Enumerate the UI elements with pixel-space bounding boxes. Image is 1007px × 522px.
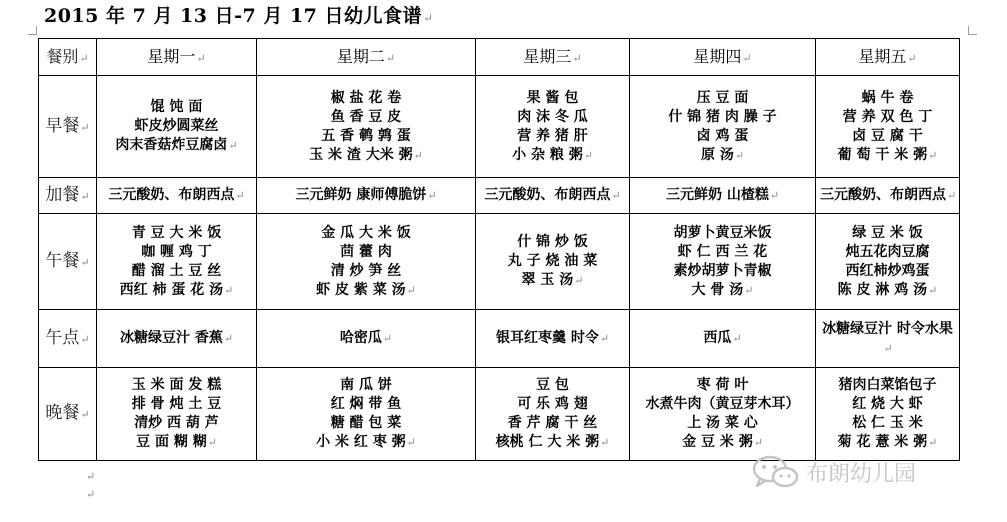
paragraph-mark: ↵	[928, 148, 938, 162]
menu-item-line	[101, 414, 252, 433]
paragraph-mark: ↵	[732, 332, 742, 345]
table-row	[39, 178, 960, 214]
menu-cell	[476, 368, 630, 461]
day-header	[630, 39, 816, 76]
watermark-text: 布朗幼儿园	[806, 461, 917, 487]
paragraph-mark: ↵	[572, 51, 582, 65]
menu-item-line	[634, 376, 811, 395]
menu-cell	[816, 76, 960, 178]
menu-item: 玉 米 渣 大米 粥	[309, 146, 413, 163]
document-title-text: 2015 年 7 月 13 日-7 月 17 日幼儿食谱	[44, 5, 423, 27]
menu-item: 上 汤 菜 心	[687, 415, 758, 431]
menu-cell	[630, 368, 816, 461]
menu-item: 猪肉白菜馅包子	[838, 377, 937, 393]
menu-item: 鱼 香 豆 皮	[330, 108, 402, 125]
meal-label-cell	[39, 214, 97, 310]
menu-item-line	[101, 98, 252, 117]
menu-cell	[816, 214, 960, 310]
paragraph-mark: ↵	[611, 189, 621, 202]
menu-item-line	[634, 243, 811, 262]
paragraph-mark: ↵	[744, 283, 754, 297]
menu-item: 虾皮炒圆菜丝	[134, 118, 219, 134]
menu-item: 核桃 仁 大 米 粥	[495, 434, 600, 450]
menu-item-line	[634, 89, 811, 108]
menu-item-line	[820, 433, 955, 452]
menu-item: 西瓜	[703, 330, 732, 346]
menu-cell	[630, 178, 816, 214]
menu-cell	[97, 76, 257, 178]
menu-item: 清炒 西 葫 芦	[134, 415, 219, 431]
paragraph-mark: ↵	[753, 436, 763, 449]
menu-item-line	[480, 329, 625, 348]
menu-item-line	[480, 127, 625, 146]
menu-item-line	[820, 320, 955, 358]
menu-item-line	[101, 376, 252, 395]
menu-item-line	[101, 186, 252, 205]
menu-item: 金 豆 米 粥	[682, 434, 753, 450]
paragraph-mark: ↵	[928, 436, 938, 449]
meal-label-cell	[39, 178, 97, 214]
menu-item-line	[480, 252, 625, 271]
menu-item-line	[634, 146, 811, 165]
menu-item-line	[820, 127, 955, 146]
menu-item-line	[820, 281, 955, 300]
menu-cell	[97, 368, 257, 461]
menu-cell	[257, 310, 476, 368]
menu-item-line	[261, 224, 471, 243]
menu-cell	[97, 178, 257, 214]
table-header-row	[39, 39, 960, 76]
day-header	[257, 39, 476, 76]
menu-item-line	[634, 329, 811, 348]
menu-item: 素炒胡萝卜青椒	[673, 262, 772, 279]
menu-item-line	[634, 414, 811, 433]
menu-item: 金 瓜 大 米 饭	[321, 224, 411, 241]
day-header	[476, 39, 630, 76]
paragraph-mark: ↵	[207, 436, 217, 449]
menu-item: 小 米 红 枣 粥	[316, 434, 406, 450]
paragraph-mark: ↵	[80, 189, 90, 203]
menu-item: 枣 荷 叶	[696, 377, 749, 393]
paragraph-mark: ↵	[599, 332, 610, 345]
corner-header	[39, 39, 97, 76]
paragraph-mark: ↵	[223, 332, 234, 345]
menu-item: 丸 子 烧 油 菜	[507, 253, 598, 269]
menu-item: 五 香 鹌 鹑 蛋	[321, 127, 411, 144]
day-header-label: 星期五	[858, 46, 907, 66]
paragraph-mark: ↵	[224, 283, 234, 297]
menu-item-line	[261, 146, 471, 165]
menu-item: 翠 玉 汤	[521, 272, 574, 288]
menu-item: 豆 面 糊 糊	[136, 434, 207, 450]
paragraph-mark: ↵	[406, 436, 416, 449]
meal-label: 午点	[45, 327, 80, 348]
paragraph-mark: ↵	[382, 332, 393, 345]
paragraph-mark: ↵	[86, 488, 96, 501]
menu-item-line	[480, 271, 625, 290]
menu-item-line	[261, 108, 471, 127]
paragraph-mark: ↵	[196, 51, 206, 65]
menu-item: 小 杂 粮 粥	[512, 146, 583, 163]
menu-cell	[476, 76, 630, 178]
table-row	[39, 368, 960, 461]
paragraph-mark: ↵	[413, 148, 423, 162]
menu-item: 三元酸奶、布朗西点	[820, 187, 946, 203]
menu-item-line	[261, 89, 471, 108]
day-header	[97, 39, 257, 76]
menu-cell	[630, 214, 816, 310]
menu-item-line	[101, 329, 252, 348]
menu-item: 银耳红枣羹 时令	[495, 330, 599, 346]
paragraph-mark: ↵	[427, 189, 437, 202]
menu-item-line	[101, 243, 252, 262]
table-row	[39, 310, 960, 368]
document-title	[44, 1, 434, 28]
menu-item-line	[480, 146, 625, 165]
paragraph-mark: ↵	[80, 120, 90, 134]
menu-item-line	[101, 136, 252, 155]
menu-cell	[476, 214, 630, 310]
menu-cell	[97, 214, 257, 310]
menu-item-line	[101, 433, 252, 452]
menu-item-line	[634, 262, 811, 281]
paragraph-mark: ↵	[385, 51, 396, 65]
watermark	[752, 455, 916, 489]
menu-cell	[97, 310, 257, 368]
menu-item-line	[820, 243, 955, 262]
menu-item: 咖 喱 鸡 丁	[141, 243, 212, 260]
menu-item-line	[480, 186, 625, 205]
meal-label-cell	[39, 310, 97, 368]
menu-item: 卤 豆 腐 干	[852, 127, 923, 144]
menu-cell	[816, 178, 960, 214]
menu-item: 果 酱 包	[526, 89, 579, 106]
meal-label: 早餐	[45, 115, 80, 136]
menu-item: 胡萝卜黄豆米饭	[673, 224, 772, 241]
menu-item-line	[480, 233, 625, 252]
menu-item: 营 养 猪 肝	[517, 127, 588, 144]
paragraph-mark: ↵	[79, 51, 89, 65]
menu-item-line	[480, 376, 625, 395]
menu-item: 香 芹 腐 干 丝	[507, 415, 598, 431]
menu-item-line	[480, 433, 625, 452]
menu-item-line	[480, 89, 625, 108]
menu-cell	[816, 310, 960, 368]
menu-item-line	[261, 329, 471, 348]
paragraph-mark: ↵	[228, 139, 238, 152]
menu-item: 水煮牛肉（黄豆芽木耳）	[645, 396, 800, 412]
menu-item: 三元鲜奶 山楂糕	[665, 187, 769, 203]
menu-cell	[630, 76, 816, 178]
margin-corner-mark-left	[28, 26, 37, 35]
day-header-label: 星期一	[147, 46, 196, 66]
day-header-label: 星期四	[693, 46, 742, 66]
meal-label: 晚餐	[45, 403, 80, 423]
menu-item: 什 锦 炒 饭	[517, 234, 588, 250]
menu-item-line	[634, 433, 811, 452]
weekly-menu-table	[38, 38, 960, 461]
menu-item: 茴 藿 肉	[340, 243, 392, 260]
menu-item: 陈 皮 淋 鸡 汤	[837, 281, 928, 298]
menu-item-line	[634, 395, 811, 414]
paragraph-mark: ↵	[406, 283, 416, 297]
menu-item: 什 锦 猪 肉 臊 子	[668, 108, 777, 125]
menu-item: 馄 饨 面	[150, 99, 203, 115]
menu-item: 冰糖绿豆汁 香蕉	[119, 330, 223, 346]
corner-header-label: 餐别	[46, 46, 79, 66]
menu-cell	[476, 310, 630, 368]
menu-cell	[257, 76, 476, 178]
menu-item-line	[480, 108, 625, 127]
margin-corner-mark-right	[968, 26, 977, 35]
meal-label-cell	[39, 368, 97, 461]
menu-item: 排 骨 炖 土 豆	[131, 396, 222, 412]
menu-item-line	[261, 433, 471, 452]
menu-item: 玉 米 面 发 糕	[131, 377, 222, 393]
menu-item: 糖 醋 包 菜	[330, 415, 402, 431]
paragraph-mark: ↵	[423, 11, 434, 25]
menu-item: 虾 皮 紫 菜 汤	[316, 281, 406, 298]
menu-item: 椒 盐 花 卷	[330, 89, 402, 106]
menu-cell	[257, 178, 476, 214]
menu-item: 清 炒 笋 丝	[330, 262, 402, 279]
menu-item-line	[634, 224, 811, 243]
menu-item: 醋 溜 土 豆 丝	[131, 262, 222, 279]
table-row	[39, 76, 960, 178]
menu-item-line	[261, 127, 471, 146]
menu-item-line	[101, 224, 252, 243]
paragraph-mark: ↵	[583, 148, 593, 162]
menu-item-line	[820, 262, 955, 281]
day-header	[816, 39, 960, 76]
menu-item: 西红柿炒鸡蛋	[845, 262, 930, 279]
paragraph-mark: ↵	[600, 436, 610, 449]
menu-item-line	[261, 376, 471, 395]
menu-item: 葡 萄 干 米 粥	[837, 146, 928, 163]
menu-item-line	[480, 395, 625, 414]
menu-item-line	[261, 186, 471, 205]
day-header-label: 星期三	[523, 46, 572, 66]
paragraph-mark: ↵	[80, 408, 90, 421]
menu-item: 三元鲜奶 康师傅脆饼	[295, 187, 427, 203]
menu-item: 原 汤	[700, 146, 734, 163]
menu-item-line	[261, 395, 471, 414]
menu-item-line	[261, 414, 471, 433]
menu-item: 南 瓜 饼	[340, 377, 392, 393]
menu-item: 三元酸奶、布朗西点	[484, 187, 611, 203]
menu-item: 卤 鸡 蛋	[696, 127, 749, 144]
paragraph-mark: ↵	[235, 189, 245, 202]
menu-item: 炖五花肉豆腐	[845, 243, 930, 260]
menu-item-line	[261, 243, 471, 262]
menu-item: 红 烧 大 虾	[852, 396, 923, 412]
menu-item: 虾 仁 西 兰 花	[677, 243, 768, 260]
menu-item-line	[820, 224, 955, 243]
menu-item: 松 仁 玉 米	[852, 415, 923, 431]
paragraph-mark: ↵	[80, 255, 90, 269]
menu-item-line	[820, 89, 955, 108]
menu-item-line	[261, 262, 471, 281]
menu-item: 三元酸奶、布朗西点	[108, 187, 235, 203]
menu-item: 冰糖绿豆汁 时令水果	[822, 320, 953, 337]
menu-item-line	[480, 414, 625, 433]
menu-item-line	[820, 414, 955, 433]
menu-item-line	[820, 376, 955, 395]
meal-label: 加餐	[45, 184, 80, 205]
menu-item: 绿 豆 米 饭	[852, 224, 923, 241]
paragraph-mark: ↵	[769, 189, 780, 202]
menu-item-line	[820, 186, 955, 205]
menu-item-line	[101, 281, 252, 300]
menu-item: 豆 包	[536, 377, 569, 393]
menu-item-line	[101, 117, 252, 136]
menu-item: 肉末香菇炸豆腐卤	[115, 137, 228, 153]
menu-item-line	[634, 186, 811, 205]
paragraph-mark: ↵	[907, 51, 917, 65]
paragraph-mark: ↵	[80, 332, 90, 346]
paragraph-mark: ↵	[947, 189, 957, 202]
menu-cell	[630, 310, 816, 368]
menu-item: 大 骨 汤	[691, 281, 744, 298]
menu-cell	[257, 368, 476, 461]
day-header-label: 星期二	[336, 46, 385, 66]
menu-item-line	[634, 108, 811, 127]
menu-item: 哈密瓜	[339, 330, 382, 346]
meal-label-cell	[39, 76, 97, 178]
menu-cell	[476, 178, 630, 214]
menu-item: 西红 柿 蛋 花 汤	[119, 281, 224, 298]
menu-item-line	[634, 281, 811, 300]
menu-item: 菊 花 薏 米 粥	[837, 434, 928, 450]
menu-item: 可 乐 鸡 翅	[517, 396, 588, 412]
paragraph-mark: ↵	[928, 283, 938, 297]
menu-item: 红 焖 带 鱼	[330, 396, 402, 412]
wechat-icon	[752, 455, 800, 489]
table-row	[39, 214, 960, 310]
menu-item-line	[634, 127, 811, 146]
menu-item: 肉 沫 冬 瓜	[517, 108, 588, 125]
menu-item: 蜗 牛 卷	[861, 89, 914, 106]
paragraph-mark: ↵	[86, 470, 96, 483]
menu-item-line	[101, 395, 252, 414]
menu-item-line	[820, 146, 955, 165]
paragraph-mark: ↵	[742, 51, 752, 65]
meal-label: 午餐	[45, 250, 80, 271]
menu-item-line	[261, 281, 471, 300]
paragraph-mark: ↵	[574, 274, 584, 287]
menu-item-line	[820, 395, 955, 414]
menu-cell	[257, 214, 476, 310]
menu-item-line	[101, 262, 252, 281]
menu-item-line	[820, 108, 955, 127]
menu-item: 营 养 双 色 丁	[842, 108, 933, 125]
menu-cell	[816, 368, 960, 461]
menu-item: 压 豆 面	[696, 89, 749, 106]
menu-item: 青 豆 大 米 饭	[131, 224, 222, 241]
paragraph-mark: ↵	[734, 148, 745, 162]
paragraph-mark: ↵	[883, 341, 893, 355]
